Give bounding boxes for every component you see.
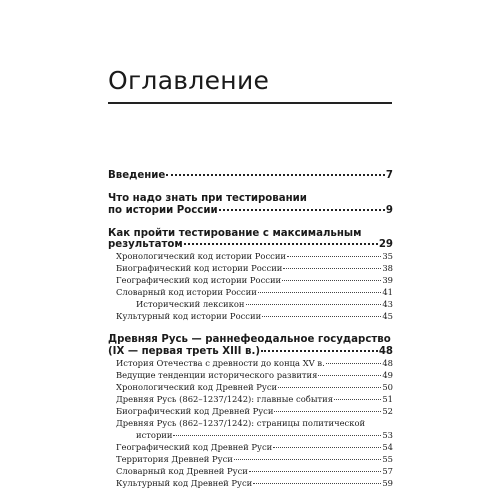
toc-subsection-entry[interactable] [108, 454, 393, 464]
toc-subsection-entry[interactable] [108, 275, 393, 285]
toc-section-entry[interactable] [108, 228, 393, 239]
toc-section-entry[interactable] [108, 193, 393, 204]
toc-subsection-entry[interactable] [108, 299, 393, 309]
toc-subsection-entry[interactable] [108, 358, 393, 368]
page-title: Оглавление [108, 66, 270, 95]
dot-leader [274, 411, 381, 412]
toc-page-number: 50 [382, 382, 393, 392]
toc-subsection-entry[interactable] [108, 418, 393, 428]
dot-leader [318, 375, 381, 376]
toc-entry-label: Древняя Русь — раннефеодальное государство [108, 334, 391, 345]
dot-leader [249, 471, 381, 472]
dot-leader [262, 316, 381, 317]
dot-leader [246, 304, 382, 305]
toc-subsection-entry[interactable] [108, 394, 393, 404]
toc-entry-label: Географический код Древней Руси [116, 442, 273, 452]
dot-leader [258, 292, 382, 293]
toc-section-entry[interactable] [108, 239, 393, 250]
toc-entry-label: Хронологический код Древней Руси [116, 382, 278, 392]
toc-subsection-entry[interactable] [108, 287, 393, 297]
toc-entry-label: результатом [108, 239, 183, 250]
toc-page-number: 45 [382, 311, 393, 321]
toc-entry-label: Древняя Русь (862–1237/1242): страницы политической [116, 418, 366, 428]
toc-page-number: 39 [382, 275, 393, 285]
toc-section-entry[interactable] [108, 170, 393, 181]
dot-leader [173, 435, 381, 436]
toc-subsection-entry[interactable] [108, 370, 393, 380]
dot-leader [219, 209, 385, 211]
dot-leader [334, 399, 381, 400]
toc-page-number: 48 [382, 358, 393, 368]
toc-page-number: 41 [382, 287, 393, 297]
toc-entry-label: Введение [108, 170, 166, 181]
toc-subsection-entry[interactable] [108, 251, 393, 261]
toc-page-number: 9 [385, 205, 393, 216]
toc-entry-label: Территория Древней Руси [116, 454, 233, 464]
toc-entry-label: (IX — первая треть XIII в.) [108, 346, 260, 357]
toc-entry-label: Ведущие тенденции исторического развития [116, 370, 318, 380]
toc-subsection-entry[interactable] [108, 382, 393, 392]
toc-section-entry[interactable] [108, 346, 393, 357]
toc-page-number: 55 [382, 454, 393, 464]
dot-leader [261, 350, 378, 352]
toc-entry-label: Биографический код истории России [116, 263, 283, 273]
toc-entry-label: истории [136, 430, 173, 440]
toc-entry-label: по истории России [108, 205, 218, 216]
dot-leader [278, 387, 381, 388]
toc-subsection-entry[interactable] [108, 466, 393, 476]
toc-page-number: 35 [382, 251, 393, 261]
dot-leader [184, 243, 378, 245]
toc-subsection-entry[interactable] [108, 263, 393, 273]
toc-page-number: 52 [382, 406, 393, 416]
dot-leader [282, 280, 381, 281]
toc-entry-label: Биографический код Древней Руси [116, 406, 274, 416]
dot-leader [326, 363, 382, 364]
toc-entry-label: Географический код истории России [116, 275, 282, 285]
toc-page-number: 57 [382, 466, 393, 476]
toc-entry-label: История Отечества с древности до конца XV в. [116, 358, 325, 368]
toc-page-number: 54 [382, 442, 393, 452]
toc-subsection-entry[interactable] [108, 442, 393, 452]
toc-page-number: 43 [382, 299, 393, 309]
toc-page-number: 38 [382, 263, 393, 273]
toc-subsection-entry[interactable] [108, 430, 393, 440]
dot-leader [287, 256, 381, 257]
dot-leader [283, 268, 381, 269]
toc-entry-label: Древняя Русь (862–1237/1242): главные события [116, 394, 333, 404]
dot-leader [234, 459, 381, 460]
toc-entry-label: Хронологический код истории России [116, 251, 287, 261]
toc-page-number: 48 [378, 346, 393, 357]
dot-leader [253, 483, 381, 484]
toc-section-entry[interactable] [108, 334, 393, 345]
toc-subsection-entry[interactable] [108, 311, 393, 321]
toc-section-entry[interactable] [108, 205, 393, 216]
toc-subsection-entry[interactable] [108, 478, 393, 488]
toc-subsection-entry[interactable] [108, 406, 393, 416]
toc-entry-label: Словарный код истории России [116, 287, 257, 297]
dot-leader [166, 174, 385, 176]
toc-entry-label: Культурный код истории России [116, 311, 262, 321]
toc-page-number: 49 [382, 370, 393, 380]
toc-page-number: 51 [382, 394, 393, 404]
toc-page-number: 53 [382, 430, 393, 440]
toc-entry-label: Что надо знать при тестировании [108, 193, 307, 204]
dot-leader [273, 447, 381, 448]
toc-entry-label: Исторический лексикон [136, 299, 245, 309]
toc-page-number: 7 [385, 170, 393, 181]
toc-entry-label: Культурный код Древней Руси [116, 478, 253, 488]
title-rule [108, 102, 392, 104]
toc-entry-label: Словарный код Древней Руси [116, 466, 248, 476]
toc-page-number: 29 [378, 239, 393, 250]
toc-page-number: 59 [382, 478, 393, 488]
toc-entry-label: Как пройти тестирование с максимальным [108, 228, 362, 239]
